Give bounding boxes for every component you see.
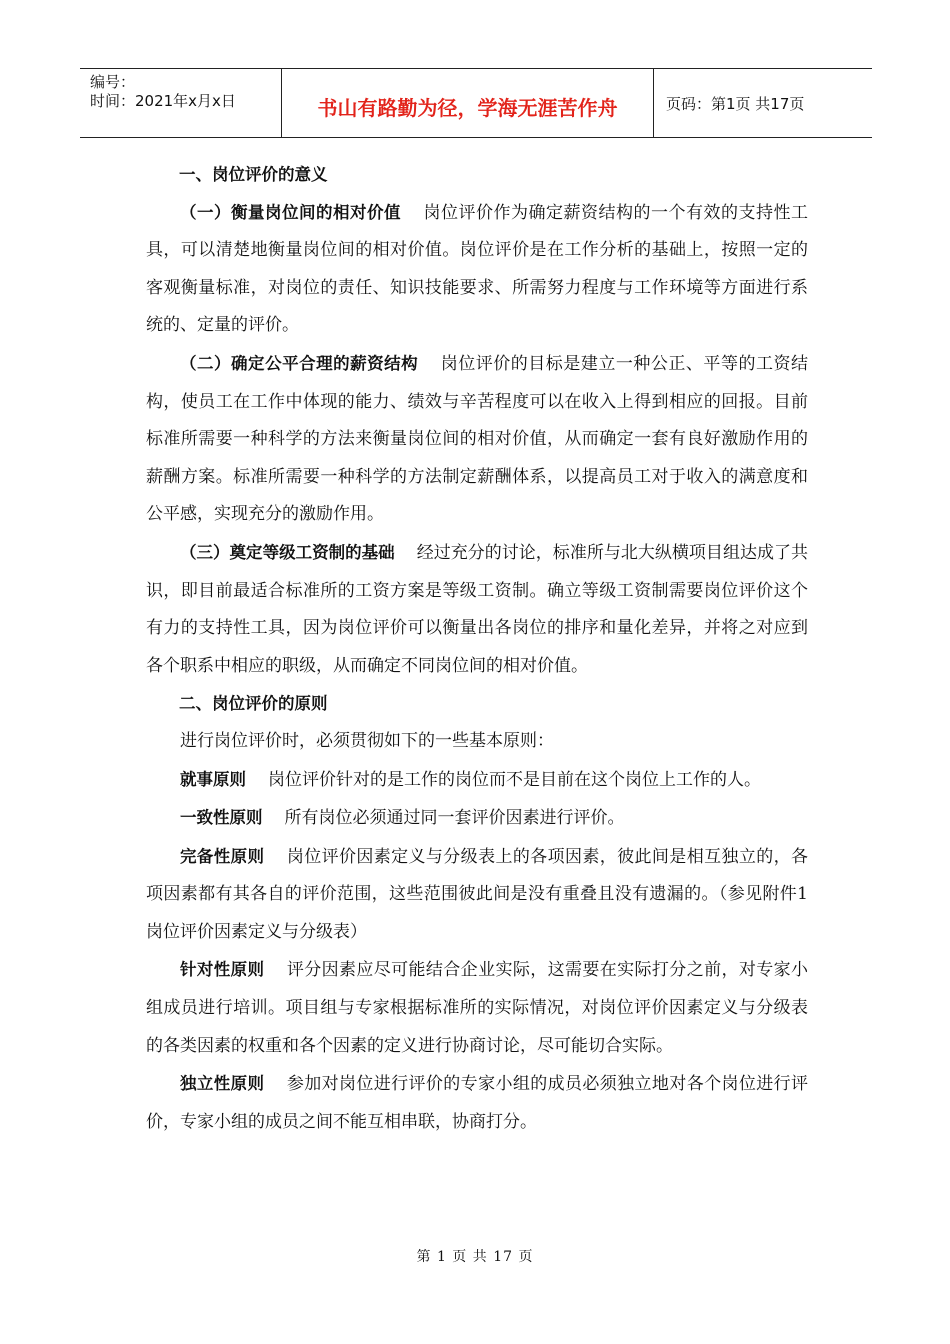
principle-2-title: 一致性原则	[180, 808, 263, 828]
principle-5	[146, 1065, 808, 1141]
paragraph-2-title: （二）确定公平合理的薪资结构	[180, 353, 419, 373]
principle-2	[146, 799, 808, 838]
principle-3-text: 岗位评价因素定义与分级表上的各项因素，彼此间是相互独立的，各项因素都有其各自的评价范围，这些范围彼此间是没有重叠且没有遗漏的。（参见附件1 岗位评价因素定义与分级表）	[146, 846, 809, 942]
paragraph-3-title: （三）奠定等级工资制的基础	[180, 542, 395, 562]
principle-4-text: 评分因素应尽可能结合企业实际，这需要在实际打分之前，对专家小组成员进行培训。项目组与专家根据标准所的实际情况，对岗位评价因素定义与分级表的各类因素的权重和各个因素的定义进行协商讨论，尽可能切合实际。	[146, 960, 809, 1056]
header-motto: 书山有路勤为径，学海无涯苦作舟	[282, 69, 654, 137]
paragraph-1	[146, 194, 808, 345]
section-2-intro: 进行岗位评价时，必须贯彻如下的一些基本原则：	[180, 730, 554, 751]
section-title-1: 一、岗位评价的意义	[179, 165, 328, 184]
principle-5-title: 独立性原则	[180, 1074, 265, 1094]
paragraph-2	[146, 345, 808, 534]
paragraph-3-text: 经过充分的讨论，标准所与北大纵横项目组达成了共识，即目前最适合标准所的工资方案是等级工资制。确立等级工资制需要岗位评价这个有力的支持性工具，因为岗位评价可以衡量出各岗位的排序和量化差异，并将之对应到各个职系中相应的职级，从而确定不同岗位间的相对价值。	[146, 542, 809, 676]
document-header	[80, 68, 872, 138]
principle-1	[146, 761, 808, 800]
header-meta	[80, 69, 282, 137]
principle-3	[146, 838, 808, 952]
principle-1-text: 岗位评价针对的是工作的岗位而不是目前在这个岗位上工作的人。	[268, 769, 761, 790]
paragraph-1-title: （一）衡量岗位间的相对价值	[180, 202, 401, 222]
page-footer: 第 1 页 共 17 页	[416, 1249, 534, 1265]
time-label: 时间：2021年x月x日	[90, 92, 236, 110]
principle-1-title: 就事原则	[180, 769, 246, 789]
number-label: 编号：	[90, 73, 136, 91]
principle-5-text: 参加对岗位进行评价的专家小组的成员必须独立地对各个岗位进行评价，专家小组的成员之间不能互相串联，协商打分。	[146, 1074, 809, 1132]
header-page-info: 页码：第1页 共17页	[666, 94, 805, 113]
principle-4	[146, 951, 808, 1065]
principle-3-title: 完备性原则	[180, 846, 265, 866]
paragraph-1-text: 岗位评价作为确定薪资结构的一个有效的支持性工具，可以清楚地衡量岗位间的相对价值。岗位评价是在工作分析的基础上，按照一定的客观衡量标准，对岗位的责任、知识技能要求、所需努力程度与工作环境等方面进行系统的、定量的评价。	[146, 202, 808, 336]
paragraph-3	[146, 534, 808, 685]
principle-2-text: 所有岗位必须通过同一套评价因素进行评价。	[284, 808, 625, 829]
section-title-2: 二、岗位评价的原则	[179, 694, 328, 714]
document-body	[146, 156, 808, 1141]
principle-4-title: 针对性原则	[180, 960, 265, 980]
paragraph-2-text: 岗位评价的目标是建立一种公正、平等的工资结构，使员工在工作中体现的能力、绩效与辛苦程度可以在收入上得到相应的回报。目前标准所需要一种科学的方法来衡量岗位间的相对价值，从而确定一套有良好激励作用的薪酬方案。标准所需要一种科学的方法制定薪酬体系，以提高员工对于收入的满意度和公平感，实现充分的激励作用。	[146, 353, 809, 525]
